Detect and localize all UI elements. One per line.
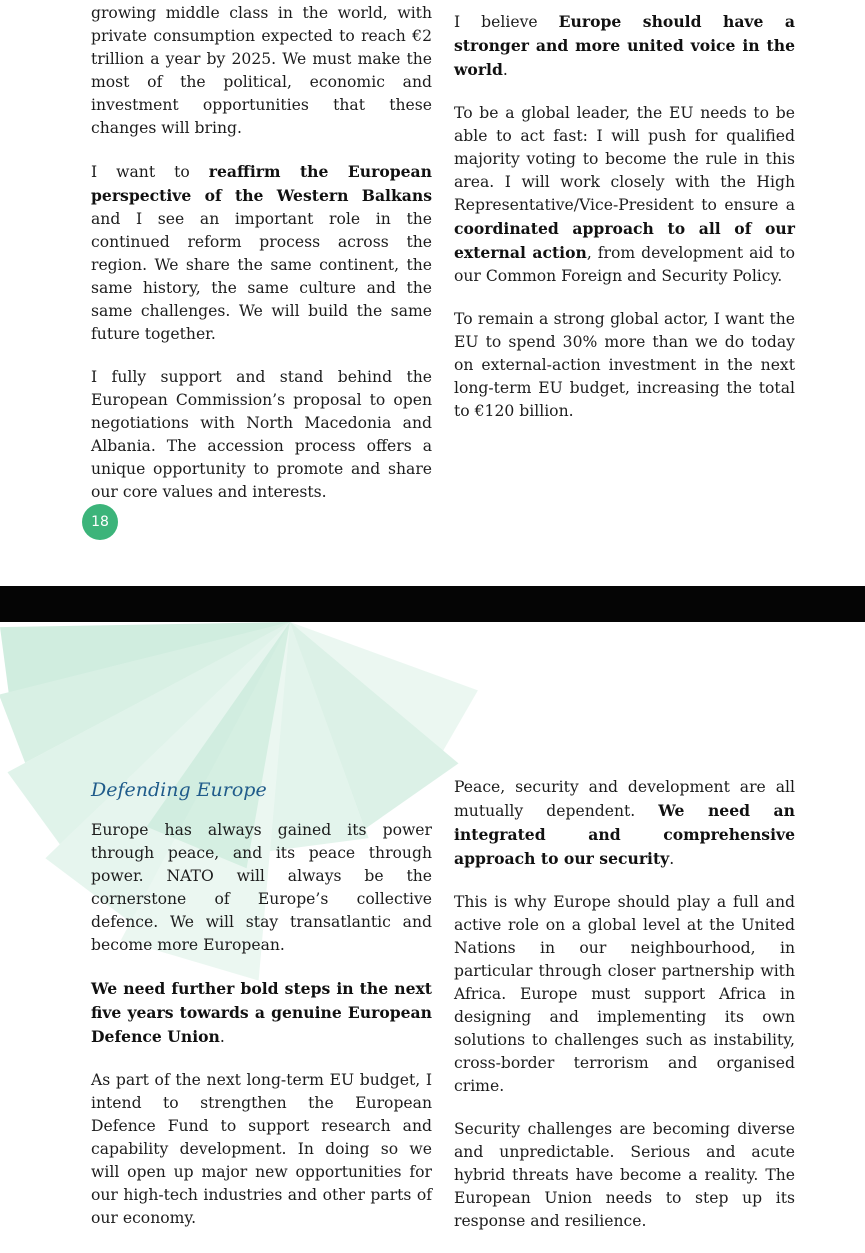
top-right-column: [454, 10, 795, 443]
document-page-bottom: [0, 622, 865, 1230]
paragraph: [454, 308, 795, 423]
text-run: I fully support and stand behind the European Commission’s proposal to open negotiations with North Macedonia and Albania. The accession process offers a unique opportunity to promote and share our core values and interests.: [91, 368, 432, 501]
text-run: Security challenges are becoming diverse and unpredictable. Serious and acute hybrid threats have become a reality. The European Union needs to step up its response and resilience.: [454, 1120, 795, 1230]
paragraph: [91, 819, 432, 957]
text-run: This is why Europe should play a full and active role on a global level at the United Nations in our neighbourhood, in particular through closer partnership with Africa. Europe must support Africa in designing and implementing its own solutions to challenges such as instability, cross-border terrorism and organised crime.: [454, 893, 795, 1095]
paragraph: [454, 10, 795, 82]
text-run: To be a global leader, the EU needs to be able to act fast: I will push for qualified majority voting to become the rule in this area. I will work closely with the High Representative/Vice-President to ensure a: [454, 104, 795, 214]
paragraph: [91, 2, 432, 140]
paragraph: [91, 977, 432, 1049]
paragraph: [454, 102, 795, 288]
bottom-left-paragraphs: [91, 819, 432, 1230]
text-run: , from development aid to our Common Foreign and Security Policy.: [454, 244, 795, 285]
text-run: .: [219, 1028, 225, 1046]
bold-text: reaffirm the European perspective of the Western Balkans: [91, 162, 433, 205]
bold-text: coordinated approach to all of our external action: [454, 219, 795, 262]
text-run: To remain a strong global actor, I want the EU to spend 30% more than we do today on external-action investment in the next long-term EU budget, increasing the total to €120 billion.: [454, 310, 795, 420]
bold-text: We need further bold steps in the next five years towards a genuine European Defence Union: [91, 979, 432, 1046]
paragraph: [91, 1069, 432, 1230]
text-run: growing middle class in the world, with private consumption expected to reach €2 trillion a year by 2025. We must make the most of the political, economic and investment opportunities that these changes will bring.: [91, 4, 432, 137]
paragraph: [91, 366, 432, 504]
paragraph: [454, 1118, 795, 1233]
text-run: As part of the next long-term EU budget, I intend to strengthen the European Defence Fund to support research and capability development. In doing so we will open up major new opportunities for our high-tech industries and other parts of our economy.: [91, 1071, 432, 1227]
paragraph: [454, 776, 795, 871]
text-run: Europe has always gained its power through peace, and its peace through power. NATO will always be the cornerstone of Europe’s collective defence. We will stay transatlantic and become more European.: [91, 821, 432, 954]
text-run: Peace, security and development are all mutually dependent.: [454, 778, 795, 820]
top-left-column: [91, 2, 432, 524]
text-run: I want to: [91, 163, 209, 181]
page-divider: [0, 586, 865, 622]
paragraph: [91, 160, 432, 346]
text-run: .: [502, 61, 508, 79]
bold-text: We need an integrated and comprehensive approach to our security: [454, 801, 795, 868]
page-number-badge: 18: [82, 504, 118, 540]
paragraph: [454, 891, 795, 1098]
text-run: and I see an important role in the continued reform process across the region. We share the same continent, the same history, the same culture and the same challenges. We will build the same future together.: [91, 210, 432, 343]
bottom-left-column: [91, 778, 432, 1250]
text-run: .: [669, 850, 675, 868]
text-run: I believe: [454, 13, 559, 31]
bold-text: Europe should have a stronger and more united voice in the world: [454, 12, 795, 79]
section-heading: Defending Europe: [91, 779, 267, 801]
bottom-right-column: [454, 776, 795, 1253]
document-page-top: [0, 0, 865, 586]
